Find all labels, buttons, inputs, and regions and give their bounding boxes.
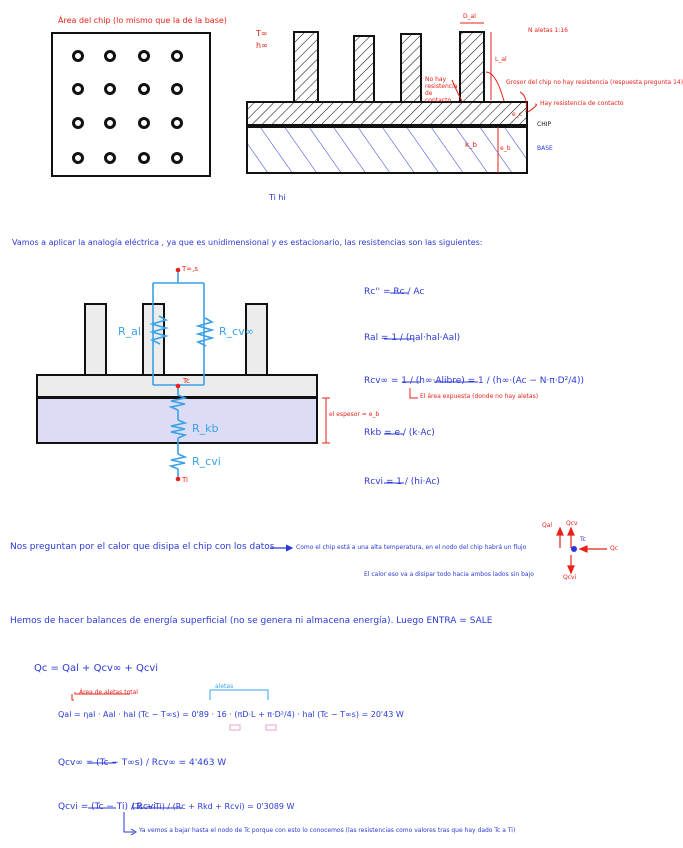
r-cv-i-label: R_cvi [192,455,221,468]
flow-explanation: Como el chip está a una alta temperatura, en el nodo del chip habrá un flujo [296,544,527,551]
r-cv-inf-label: R_cv∞ [219,325,254,338]
t-c-node-label: Tc [183,377,190,385]
eq-q-al: Qal = ηal · Aal · hal (Tc − T∞s) = 0'89 · 16 · (πD·L + π·D²/4) · hal (Tc − T∞s) = 20'43 W [58,710,404,719]
node-q-cvi: Qcvi [563,574,577,581]
gap-label: el espesor = e_b [329,411,380,418]
side-base-layer [247,127,527,173]
formula-rc: Rc'' = Rc / Ac [364,287,425,297]
chip-thickness-label: e_c [512,111,522,118]
base-thickness-label: e_b [500,145,511,152]
base-kb-label: k_b [465,141,477,149]
formula-ral: Ral = 1 / (ηal·hal·Aal) [364,333,461,343]
node-q-c: Qc [610,545,619,552]
eq-q-cvi-note: Ya vemos a bajar hasta el nodo de Tc porque con esto lo conocemos (las resistencias como valores tras que hay dado Tc a Ti) [139,827,516,834]
eq-q-cvi-expanded: (Tc − Ti) / (Rc + Rkd + Rcvi) = 0'3089 W [132,802,295,811]
r-kb-label: R_kb [192,422,219,435]
chip-face-note: Grosor del chip no hay resistencia (respuesta pregunta 14) [506,79,683,86]
node-tc: Tc [580,536,586,543]
analogy-text: Vamos a aplicar la analogía eléctrica , ya que es unidimensional y es estacionario, las resistencias son las siguientes: [12,238,483,247]
t-inf-node-label: T∞,s [182,265,198,273]
question-text: Nos preguntan por el calor que disipa el chip con los datos [10,542,275,552]
bottom-conditions-label: Ti hi [269,193,286,202]
base-word: BASE [537,145,553,152]
side-chip-layer [247,102,527,125]
no-contact-note: No hay resistencia de contacto [425,76,458,104]
node-q-cv: Qcv [566,520,578,527]
fin-width-label: D_al [463,13,476,20]
eq-energy-balance: Qc = Qal + Qcv∞ + Qcvi [34,663,159,674]
chip-word: CHIP [537,121,552,128]
chip-area-label: Área del chip (lo mismo que la de la base) [58,16,227,25]
t-i-node-label: Ti [182,476,189,484]
eq2-aletas-note: aletas [215,683,234,690]
eq-q-cv-inf: Qcv∞ = (Tc − T∞s) / Rcv∞ = 4'463 W [58,758,227,768]
energy-node [557,528,607,573]
formula-rcvi: Rcvi = 1 / (hi·Ac) [364,477,440,487]
fin-circles [74,52,182,163]
n-aletas-label: N aletas 1:16 [528,27,568,34]
eq-q-cvi: Qcvi = (Tc − Ti) / Rcvi [58,802,156,812]
side-view-fins [294,32,484,102]
formula-rcv-note: El área expuesta (donde no hay aletas) [420,393,539,400]
contact-note: Hay resistencia de contacto [540,100,624,107]
balance-text: Hemos de hacer balances de energía superficial (no se genera ni almacena energía). Luego ENTRA = SALE [10,616,493,626]
fin-height-label: L_al [495,56,507,63]
node-q-al: Qal [542,522,553,529]
formula-rkb: Rkb = e / (k·Ac) [364,428,435,438]
t-inf-label: T∞ [256,29,268,38]
fig2-fins [85,304,267,375]
h-inf-label: h∞ [256,41,268,50]
formula-rcv-inf: Rcv∞ = 1 / (h∞·Alibre) = 1 / (h∞·(Ac − N·π·D²/4)) [364,376,584,386]
fig2-base [37,398,317,443]
dissipation-text: El calor eso va a disipar todo hacia ambos lados sin bajo [364,571,534,578]
eq2-area-note: Área de aletas total [79,689,138,696]
r-al-label: R_al [118,325,141,338]
